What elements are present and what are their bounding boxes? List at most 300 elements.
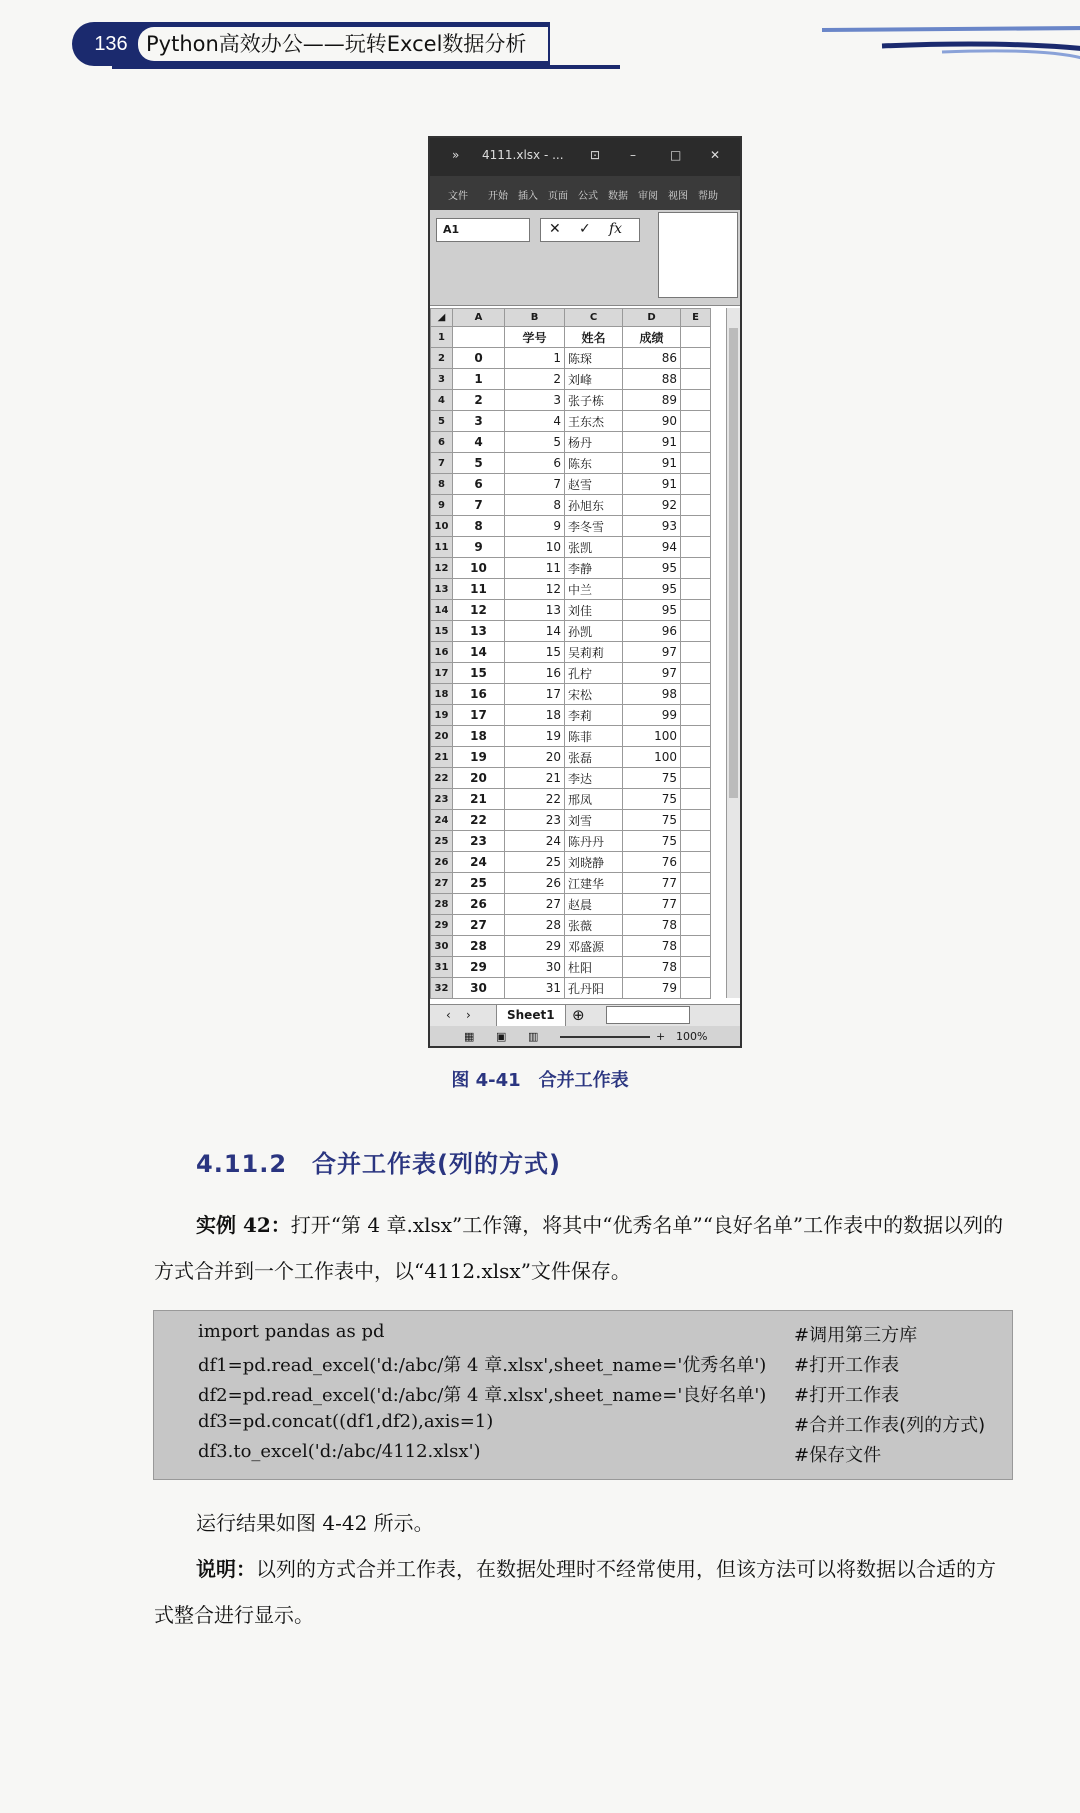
zoom-in-icon[interactable]: + [656,1030,666,1043]
cell[interactable]: 21 [453,789,505,810]
code-block [153,1310,1013,1480]
tab-formulas[interactable]: 公式 [578,191,598,202]
code-text: df3.to_excel('d:/abc/4112.xlsx') [198,1441,481,1462]
table-row [431,936,711,957]
table-row [431,600,711,621]
cell[interactable]: 9 [505,516,565,537]
row-header[interactable]: 1 [431,327,453,348]
cell[interactable] [681,327,711,348]
code-text: df2=pd.read_excel('d:/abc/第 4 章.xlsx',sheet_name='良好名单') [198,1385,767,1406]
vertical-scrollbar[interactable] [726,308,740,998]
cell[interactable] [681,705,711,726]
page-layout-icon[interactable]: ▣ [496,1030,507,1043]
cell[interactable]: 19 [505,726,565,747]
table-row [431,768,711,789]
row-header[interactable]: 14 [431,600,453,621]
cell[interactable]: 97 [623,642,681,663]
code-comment: #打开工作表 [794,1355,900,1376]
tab-view[interactable]: 视图 [668,191,688,202]
table-row [431,474,711,495]
cell[interactable] [681,600,711,621]
ribbon-display-icon[interactable]: ⊡ [590,148,601,162]
row-header[interactable]: 12 [431,558,453,579]
tab-home[interactable]: 开始 [488,191,508,202]
cell[interactable]: 10 [505,537,565,558]
cell[interactable] [681,411,711,432]
cell[interactable]: 吴莉莉 [565,642,623,663]
table-row [431,495,711,516]
cell[interactable]: 90 [623,411,681,432]
cell[interactable]: 赵晨 [565,894,623,915]
table-row [431,957,711,978]
row-header[interactable]: 32 [431,978,453,999]
cell[interactable]: 赵雪 [565,474,623,495]
section-title: 4.11.2 合并工作表(列的方式) [196,1150,561,1178]
select-all-corner[interactable]: ◢ [431,309,453,327]
table-row [431,411,711,432]
cell[interactable]: 杜阳 [565,957,623,978]
cell[interactable]: 4 [505,411,565,432]
code-text: import pandas as pd [198,1321,385,1342]
cell[interactable]: 77 [623,894,681,915]
scroll-thumb[interactable] [729,328,738,798]
code-text: df1=pd.read_excel('d:/abc/第 4 章.xlsx',sheet_name='优秀名单') [198,1355,767,1376]
add-sheet-icon[interactable]: ⊕ [572,1006,585,1024]
cell[interactable]: 76 [623,852,681,873]
column-header[interactable]: D [623,309,681,327]
cell[interactable] [681,789,711,810]
table-row [431,516,711,537]
table-row [431,705,711,726]
code-line [198,1441,1008,1469]
tab-file[interactable]: 文件 [448,191,468,202]
cell[interactable] [453,327,505,348]
cell[interactable]: 20 [505,747,565,768]
cell[interactable]: 77 [623,873,681,894]
cell[interactable]: 91 [623,432,681,453]
cell[interactable]: 孙凯 [565,621,623,642]
code-comment: #保存文件 [794,1445,882,1466]
enter-icon[interactable]: ✓ [579,221,591,237]
cell[interactable]: 李达 [565,768,623,789]
cell[interactable]: 8 [505,495,565,516]
cell[interactable]: 27 [453,915,505,936]
cell[interactable]: 5 [505,432,565,453]
cell[interactable]: 97 [623,663,681,684]
table-row [431,915,711,936]
row-header[interactable]: 21 [431,747,453,768]
cell[interactable]: 3 [505,390,565,411]
cell[interactable]: 陈东 [565,453,623,474]
table-row [431,831,711,852]
row-header[interactable]: 18 [431,684,453,705]
cell[interactable] [681,894,711,915]
row-header[interactable]: 4 [431,390,453,411]
row-header[interactable]: 8 [431,474,453,495]
cell[interactable]: 27 [505,894,565,915]
cell[interactable]: 24 [505,831,565,852]
cell[interactable]: 18 [505,705,565,726]
cell[interactable]: 刘雪 [565,810,623,831]
cell[interactable]: 张子栋 [565,390,623,411]
cell[interactable] [681,810,711,831]
cell[interactable]: 成绩 [623,327,681,348]
cell[interactable]: 24 [453,852,505,873]
cell[interactable]: 26 [505,873,565,894]
cell[interactable] [681,957,711,978]
code-line [198,1351,1008,1379]
cell[interactable] [681,831,711,852]
cell[interactable]: 4 [453,432,505,453]
cell-table [430,308,711,999]
code-comment: #打开工作表 [794,1385,900,1406]
table-row [431,369,711,390]
window-title: 4111.xlsx - ... [482,148,564,162]
row-header[interactable]: 31 [431,957,453,978]
row-header[interactable]: 15 [431,621,453,642]
cell[interactable]: 95 [623,600,681,621]
row-header[interactable]: 23 [431,789,453,810]
cell[interactable]: 79 [623,978,681,999]
row-header[interactable]: 30 [431,936,453,957]
cell[interactable]: 张磊 [565,747,623,768]
header-decoration [822,22,1080,62]
cell[interactable]: 26 [453,894,505,915]
cell[interactable] [681,978,711,999]
row-header[interactable]: 16 [431,642,453,663]
close-icon[interactable]: ✕ [710,148,721,162]
table-row [431,789,711,810]
table-row [431,390,711,411]
table-row [431,453,711,474]
page-number: 136 [94,33,128,55]
cell[interactable]: 邓盛源 [565,936,623,957]
cell[interactable]: 7 [505,474,565,495]
sheet-tab-sheet1[interactable]: Sheet1 [496,1005,566,1027]
table-row [431,579,711,600]
cell[interactable]: 张薇 [565,915,623,936]
table-row [431,978,711,999]
cell[interactable] [681,726,711,747]
row-header[interactable]: 7 [431,453,453,474]
table-row [431,726,711,747]
page-break-icon[interactable]: ▥ [528,1030,539,1043]
cell[interactable] [681,453,711,474]
row-header[interactable]: 28 [431,894,453,915]
cell[interactable]: 94 [623,537,681,558]
cell[interactable]: 75 [623,768,681,789]
excel-titlebar [430,138,740,176]
result-paragraph: 运行结果如图 4-42 所示。 [196,1511,434,1535]
cell[interactable] [681,474,711,495]
status-bar [430,1026,740,1048]
figure-caption: 图 4-41 合并工作表 [451,1070,629,1091]
zoom-level[interactable]: 100% [676,1030,708,1043]
cell[interactable]: 88 [623,369,681,390]
table-row [431,642,711,663]
cell[interactable] [681,495,711,516]
cell[interactable]: 28 [453,936,505,957]
cell[interactable]: 75 [623,831,681,852]
code-comment: #调用第三方库 [794,1325,918,1346]
column-header[interactable]: A [453,309,505,327]
cell[interactable] [681,621,711,642]
cell[interactable]: 17 [453,705,505,726]
table-row [431,327,711,348]
cell[interactable] [681,915,711,936]
cell[interactable]: 陈琛 [565,348,623,369]
tab-help[interactable]: 帮助 [698,191,718,202]
cell[interactable]: 23 [453,831,505,852]
cell[interactable]: 21 [505,768,565,789]
table-row [431,537,711,558]
cell[interactable]: 李莉 [565,705,623,726]
cell[interactable]: 93 [623,516,681,537]
formula-input[interactable] [658,212,738,298]
row-header[interactable]: 17 [431,663,453,684]
cell[interactable]: 李冬雪 [565,516,623,537]
cell[interactable]: 7 [453,495,505,516]
row-header[interactable]: 25 [431,831,453,852]
cell[interactable] [681,936,711,957]
cell[interactable]: 91 [623,453,681,474]
cell[interactable]: 杨丹 [565,432,623,453]
code-line [198,1411,1008,1439]
row-header[interactable]: 19 [431,705,453,726]
cell[interactable]: 11 [505,558,565,579]
sheet-tabs-bar [430,1004,740,1026]
cell[interactable]: 1 [505,348,565,369]
row-header[interactable]: 22 [431,768,453,789]
zoom-slider[interactable] [560,1036,650,1038]
cell[interactable]: 15 [453,663,505,684]
cell[interactable] [681,348,711,369]
cell[interactable] [681,516,711,537]
cell[interactable]: 2 [453,390,505,411]
cell[interactable]: 18 [453,726,505,747]
cell[interactable]: 29 [505,936,565,957]
row-header[interactable]: 11 [431,537,453,558]
table-row [431,810,711,831]
formula-tools [540,218,640,242]
cell[interactable] [681,432,711,453]
normal-view-icon[interactable]: ▦ [464,1030,475,1043]
data-rows [431,348,711,999]
table-row [431,558,711,579]
cell[interactable]: 3 [453,411,505,432]
cell[interactable]: 12 [505,579,565,600]
table-row [431,684,711,705]
table-row [431,747,711,768]
cell[interactable]: 0 [453,348,505,369]
cell[interactable]: 25 [505,852,565,873]
cell[interactable]: 28 [505,915,565,936]
cell[interactable] [681,579,711,600]
cell[interactable]: 13 [453,621,505,642]
cell[interactable]: 16 [453,684,505,705]
cell[interactable]: 陈丹丹 [565,831,623,852]
quick-access-icon[interactable]: » [452,148,460,162]
note-text: 以列的方式合并工作表，在数据处理时不经常使用，但该方法可以将数据以合适的方式整合进行显示。 [154,1557,996,1627]
cell[interactable]: 6 [453,474,505,495]
note-paragraph [154,1546,1014,1638]
cell[interactable]: 17 [505,684,565,705]
cell[interactable] [681,747,711,768]
cell[interactable]: 12 [453,600,505,621]
code-comment: #合并工作表(列的方式) [794,1415,986,1436]
cell[interactable]: 8 [453,516,505,537]
cell[interactable]: 31 [505,978,565,999]
table-row [431,621,711,642]
cell[interactable]: 孔丹阳 [565,978,623,999]
cell[interactable]: 孙旭东 [565,495,623,516]
cell[interactable]: 14 [505,621,565,642]
cell[interactable] [681,663,711,684]
row-header[interactable]: 26 [431,852,453,873]
cell[interactable] [681,390,711,411]
prev-sheet-icon[interactable]: ‹ [446,1008,451,1022]
cell[interactable]: 李静 [565,558,623,579]
row-header[interactable]: 20 [431,726,453,747]
row-header[interactable]: 24 [431,810,453,831]
tab-data[interactable]: 数据 [608,191,628,202]
cell[interactable]: 95 [623,579,681,600]
cell[interactable]: 学号 [505,327,565,348]
row-header[interactable]: 5 [431,411,453,432]
example-paragraph [154,1202,1014,1294]
cell[interactable]: 100 [623,726,681,747]
cell[interactable] [681,369,711,390]
cell[interactable]: 宋松 [565,684,623,705]
page-header [72,22,1072,72]
cell[interactable]: 10 [453,558,505,579]
cell[interactable]: 30 [453,978,505,999]
cell[interactable]: 96 [623,621,681,642]
cell[interactable]: 95 [623,558,681,579]
table-row [431,894,711,915]
column-header-row [431,309,711,327]
row-header[interactable]: 3 [431,369,453,390]
cell[interactable] [681,642,711,663]
cell[interactable]: 29 [453,957,505,978]
column-header[interactable]: B [505,309,565,327]
minimize-icon[interactable]: – [630,148,636,162]
cell[interactable]: 20 [453,768,505,789]
cell[interactable] [681,873,711,894]
column-header[interactable]: E [681,309,711,327]
cell[interactable]: 1 [453,369,505,390]
table-row [431,873,711,894]
table-row [431,432,711,453]
cell[interactable]: 张凯 [565,537,623,558]
cell[interactable]: 15 [505,642,565,663]
cell[interactable]: 刘晓静 [565,852,623,873]
cell[interactable]: 78 [623,936,681,957]
ribbon-tabs [430,176,740,210]
cell[interactable]: 22 [505,789,565,810]
cell[interactable]: 75 [623,789,681,810]
code-line [198,1381,1008,1409]
table-row [431,852,711,873]
cell[interactable]: 江建华 [565,873,623,894]
cell[interactable]: 22 [453,810,505,831]
tab-page-layout[interactable]: 页面 [548,191,568,202]
cell[interactable]: 王东杰 [565,411,623,432]
code-text: df3=pd.concat((df1,df2),axis=1) [198,1411,494,1432]
maximize-icon[interactable]: □ [670,148,682,162]
cell[interactable]: 86 [623,348,681,369]
cell[interactable]: 23 [505,810,565,831]
cell[interactable]: 刘佳 [565,600,623,621]
cell[interactable]: 14 [453,642,505,663]
cell[interactable]: 78 [623,957,681,978]
horizontal-scrollbar[interactable] [606,1006,690,1024]
cell[interactable]: 89 [623,390,681,411]
cell[interactable]: 6 [505,453,565,474]
cell[interactable]: 92 [623,495,681,516]
cell[interactable]: 19 [453,747,505,768]
book-title: Python高效办公——玩转Excel数据分析 [138,27,548,61]
cell[interactable]: 5 [453,453,505,474]
cell[interactable] [681,684,711,705]
cell[interactable]: 陈菲 [565,726,623,747]
cell[interactable]: 75 [623,810,681,831]
cancel-icon[interactable]: ✕ [549,221,561,237]
cell[interactable]: 刘峰 [565,369,623,390]
row-header[interactable]: 6 [431,432,453,453]
row-header[interactable]: 2 [431,348,453,369]
formula-bar [430,210,740,306]
row-header[interactable]: 13 [431,579,453,600]
cell[interactable]: 9 [453,537,505,558]
cell[interactable]: 姓名 [565,327,623,348]
cell[interactable]: 中兰 [565,579,623,600]
cell[interactable]: 100 [623,747,681,768]
cell[interactable]: 2 [505,369,565,390]
cell[interactable]: 11 [453,579,505,600]
next-sheet-icon[interactable]: › [466,1008,471,1022]
cell[interactable] [681,537,711,558]
insert-function-icon[interactable]: fx [609,221,623,237]
tab-insert[interactable]: 插入 [518,191,538,202]
cell[interactable]: 98 [623,684,681,705]
cell[interactable] [681,768,711,789]
example-label: 实例 42： [196,1213,291,1237]
cell[interactable]: 13 [505,600,565,621]
cell[interactable]: 91 [623,474,681,495]
name-box[interactable]: A1 [436,218,530,242]
cell[interactable]: 30 [505,957,565,978]
cell[interactable]: 孔柠 [565,663,623,684]
code-line [198,1321,1008,1349]
cell[interactable]: 99 [623,705,681,726]
cell[interactable]: 25 [453,873,505,894]
tab-review[interactable]: 审阅 [638,191,658,202]
row-header[interactable]: 9 [431,495,453,516]
excel-window [428,136,742,1048]
cell[interactable] [681,558,711,579]
column-header[interactable]: C [565,309,623,327]
row-header[interactable]: 29 [431,915,453,936]
table-row [431,348,711,369]
table-row [431,663,711,684]
row-header[interactable]: 27 [431,873,453,894]
cell[interactable]: 16 [505,663,565,684]
row-header[interactable]: 10 [431,516,453,537]
cell[interactable]: 78 [623,915,681,936]
cell[interactable] [681,852,711,873]
cell[interactable]: 邢凤 [565,789,623,810]
